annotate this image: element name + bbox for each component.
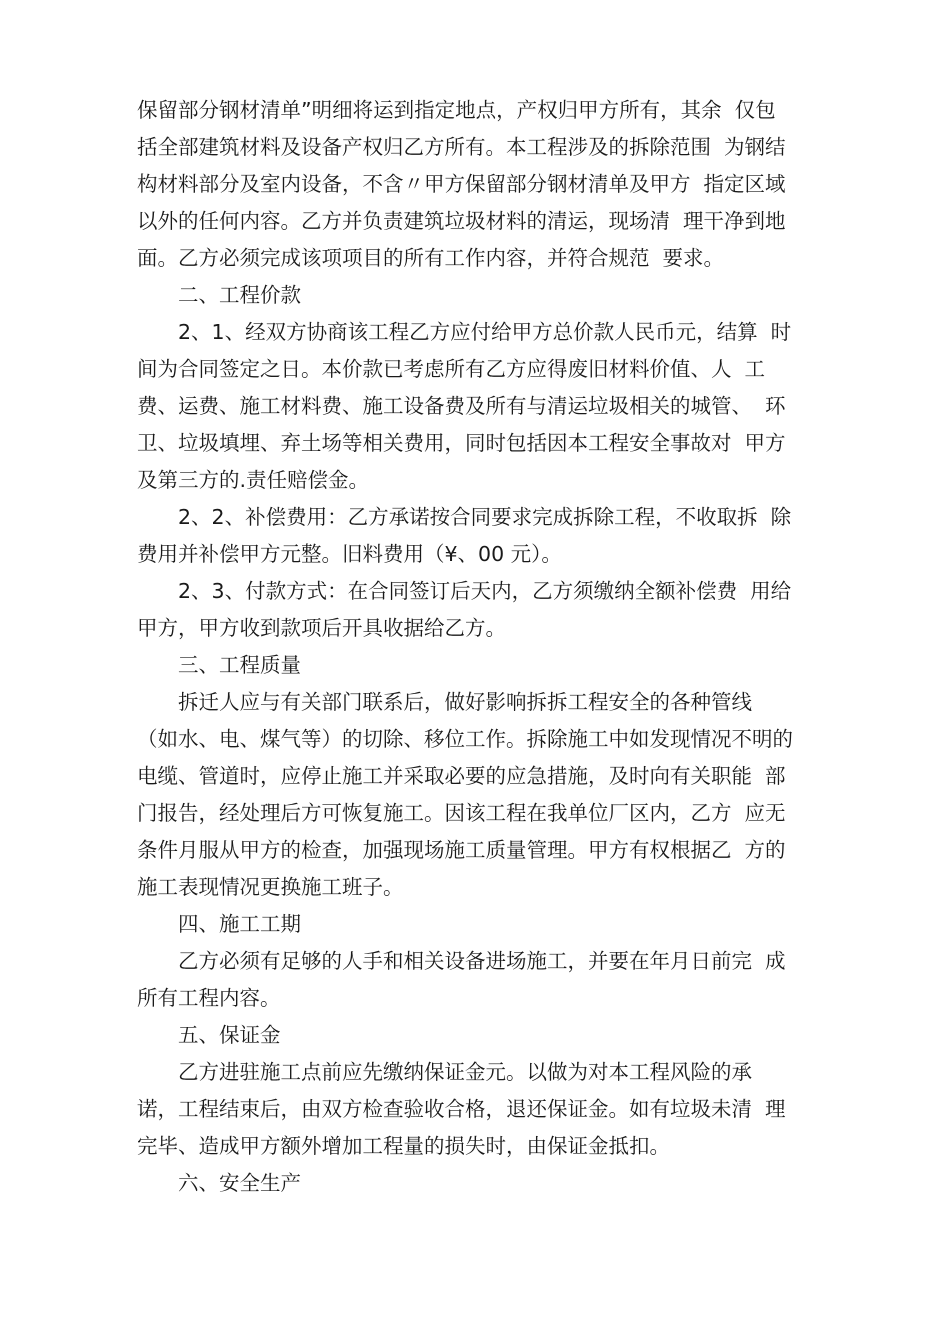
section-heading: 五、保证金 (178, 1023, 281, 1047)
paragraph-line: 乙方进驻施工点前应先缴纳保证金元。以做为对本工程风险的承 (178, 1060, 752, 1084)
document-body (137, 92, 837, 1202)
paragraph-line: 以外的任何内容。乙方并负责建筑垃圾材料的清运，现场清 理干净到地 (137, 209, 786, 233)
paragraph-line: 完毕、造成甲方额外增加工程量的损失时，由保证金抵扣。 (137, 1134, 670, 1158)
paragraph-line: 2、3、付款方式：在合同签订后天内，乙方须缴纳全额补偿费 用给 (178, 579, 792, 603)
paragraph-line: 构材料部分及室内设备，不含〃甲方保留部分钢材清单及甲方 指定区域 (137, 172, 786, 196)
section-heading: 四、施工工期 (178, 912, 301, 936)
paragraph-line: 及第三方的.责任赔偿金。 (137, 468, 370, 492)
section-heading: 三、工程质量 (178, 653, 301, 677)
paragraph-line: 间为合同签定之日。本价款已考虑所有乙方应得废旧材料价值、人 工 (137, 357, 766, 381)
paragraph-line: 门报告，经处理后方可恢复施工。因该工程在我单位厂区内，乙方 应无 (137, 801, 786, 825)
paragraph-line: 面。乙方必须完成该项项目的所有工作内容，并符合规范 要求。 (137, 246, 725, 270)
paragraph-line: 卫、垃圾填埋、弃土场等相关费用，同时包括因本工程安全事故对 甲方 (137, 431, 786, 455)
paragraph-line: （如水、电、煤气等）的切除、移位工作。拆除施工中如发现情况不明的 (137, 727, 793, 751)
paragraph-line: 所有工程内容。 (137, 986, 281, 1010)
paragraph-line: 2、1、经双方协商该工程乙方应付给甲方总价款人民币元，结算 时 (178, 320, 792, 344)
section-heading: 二、工程价款 (178, 283, 301, 307)
section-heading: 六、安全生产 (178, 1171, 301, 1195)
paragraph-line: 电缆、管道时，应停止施工并采取必要的应急措施，及时向有关职能 部 (137, 764, 786, 788)
paragraph-line: 保留部分钢材清单”明细将运到指定地点，产权归甲方所有，其余 仅包 (137, 98, 776, 122)
paragraph-line: 括全部建筑材料及设备产权归乙方所有。本工程涉及的拆除范围 为钢结 (137, 135, 786, 159)
paragraph-line: 诺，工程结束后，由双方检查验收合格，退还保证金。如有垃圾未清 理 (137, 1097, 786, 1121)
paragraph-line: 乙方必须有足够的人手和相关设备进场施工，并要在年月日前完 成 (178, 949, 786, 973)
paragraph-line: 施工表现情况更换施工班子。 (137, 875, 404, 899)
paragraph-line: 费用并补偿甲方元整。旧料费用（¥、00 元）。 (137, 542, 562, 566)
paragraph-line: 条件月服从甲方的检查，加强现场施工质量管理。甲方有权根据乙 方的 (137, 838, 786, 862)
paragraph-line: 拆迁人应与有关部门联系后，做好影响拆拆工程安全的各种管线 (178, 690, 752, 714)
paragraph-line: 费、运费、施工材料费、施工设备费及所有与清运垃圾相关的城管、 环 (137, 394, 786, 418)
paragraph-line: 甲方，甲方收到款项后开具收据给乙方。 (137, 616, 506, 640)
paragraph-line: 2、2、补偿费用：乙方承诺按合同要求完成拆除工程，不收取拆 除 (178, 505, 792, 529)
